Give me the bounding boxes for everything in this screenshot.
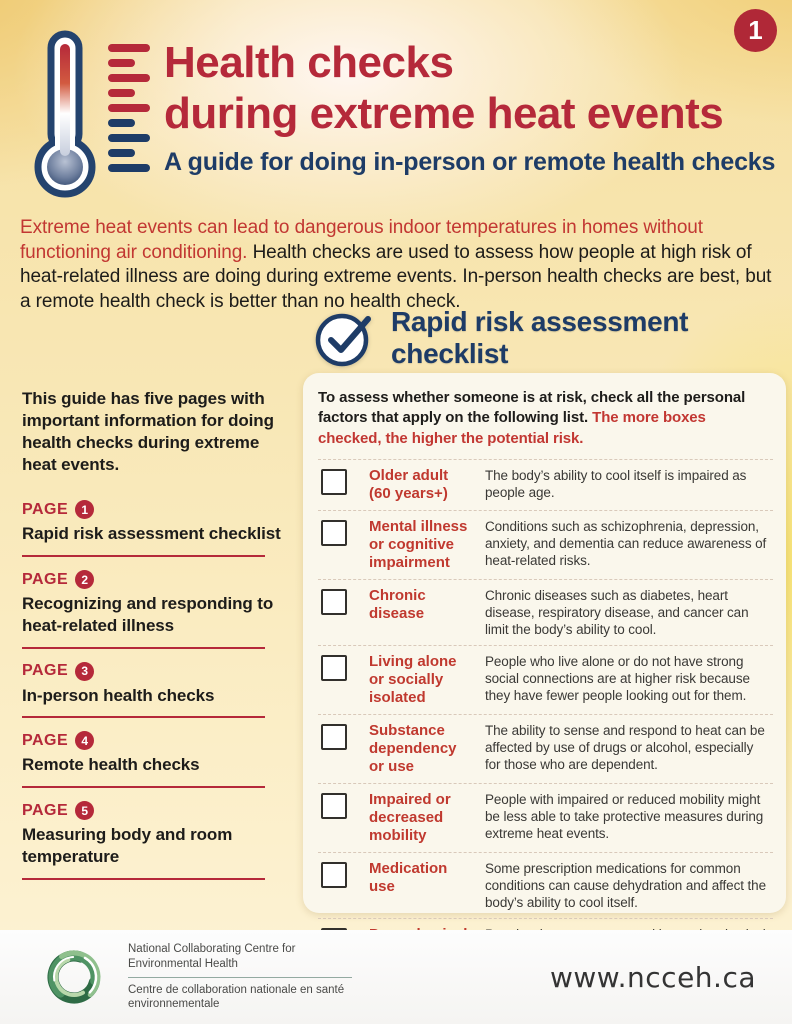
page-num-badge: 2 [75,570,94,589]
checkmark-circle-icon [313,306,377,370]
toc-divider [22,555,265,557]
checkbox[interactable] [321,469,347,495]
intro-rest: Health checks are used to assess how people at high risk of heat-related illness are doing during extreme events. In-person health checks are best, but a remote health check is better than no health check. [20,241,772,313]
page-word: PAGE [22,731,69,749]
section-title: Rapid risk assessment checklist [391,306,689,369]
section-heading [313,306,792,370]
tick-bar [108,134,150,142]
page-num-badge: 5 [75,801,94,820]
toc-title: Measuring body and room temperature [22,825,233,866]
tick-bar [108,74,150,82]
tick-bar [108,119,135,127]
toc-entry-4 [22,731,284,788]
risk-factor-label: Substance dependency or use [369,722,457,776]
page-word: PAGE [22,662,69,680]
checklist-instructions [318,388,773,449]
toc-entry-5 [22,801,284,880]
toc-entry-1 [22,500,284,557]
page-number-badge: 1 [734,9,777,52]
page-word: PAGE [22,570,69,588]
intro-highlight: Extreme heat events can lead to dangerous indoor temperatures in homes without functioning air conditioning. [20,217,703,263]
page-subtitle: A guide for doing in-person or remote health checks [164,148,776,177]
tick-bar [108,89,135,97]
toc-title: Rapid risk assessment checklist [22,524,281,544]
risk-factor-description: People with impaired or reduced mobility might be less able to take protective measures during extreme heat events. [485,792,764,842]
page-word: PAGE [22,801,69,819]
thermometer-icon [24,28,106,200]
instructions-red: The more boxes checked, the higher the potential risk. [318,409,706,447]
risk-factor-label: Chronic disease [369,587,426,623]
risk-factor-description: The body’s ability to cool itself is impaired as people age. [485,468,747,501]
checklist-row [318,579,773,645]
risk-factor-description: Conditions such as schizophrenia, depression, anxiety, and dementia can reduce awareness of heat-related risks. [485,519,767,569]
checkbox[interactable] [321,520,347,546]
sidebar-toc [22,388,284,893]
checkbox[interactable] [321,589,347,615]
toc-title: Remote health checks [22,755,200,775]
org-name-block [128,942,366,1013]
tick-bar [108,149,135,157]
toc-title: In-person health checks [22,685,215,705]
risk-factor-label: Medication use [369,860,448,896]
tick-bar [108,59,135,67]
page-num-badge: 3 [75,662,94,681]
checklist-row [318,645,773,714]
checkbox[interactable] [321,862,347,888]
org-divider [128,977,352,978]
page-word: PAGE [22,500,69,518]
checkbox[interactable] [321,655,347,681]
checkbox[interactable] [321,793,347,819]
risk-factor-description: Chronic diseases such as diabetes, heart disease, respiratory disease, and cancer can limit the body’s ability to cool. [485,588,749,638]
page-num-badge: 4 [75,731,94,750]
header [24,28,775,200]
intro-paragraph [20,216,776,315]
toc-entry-2 [22,570,284,649]
toc-divider [22,878,265,880]
sidebar-intro: This guide has five pages with important information for doing health checks during extreme heat events. [22,389,274,475]
tick-bar [108,164,150,172]
checklist-row [318,510,773,579]
checkbox[interactable] [321,724,347,750]
toc-divider [22,716,265,718]
risk-factor-label: Impaired or decreased mobility [369,791,451,845]
toc-entry-3 [22,662,284,719]
page-title-line1: Health checks [164,38,454,87]
toc-title: Recognizing and responding to heat-related illness [22,594,274,635]
thermometer-scale-ticks [108,44,150,200]
org-name-english: National Collaborating Centre for Environmental Health [128,942,296,970]
website-url[interactable]: www.ncceh.ca [550,960,756,994]
footer [0,930,792,1024]
instructions-black: To assess whether someone is at risk, check all the personal factors that apply on the following list. [318,389,746,427]
risk-factor-description: People who live alone or do not have strong social connections are at higher risk because they have fewer people looking out for them. [485,654,750,704]
tick-bar [108,104,150,112]
toc-divider [22,647,265,649]
ncceh-logo [38,941,110,1013]
risk-factor-description: Some prescription medications for common conditions can cause dehydration and affect the body’s ability to cool itself. [485,861,767,911]
risk-factor-label: Living alone or socially isolated [369,653,457,707]
page-title-line2: during extreme heat events [164,88,724,138]
checklist-row [318,783,773,852]
org-name-french: Centre de collaboration nationale en santé environnementale [128,983,345,1011]
risk-factor-label: Mental illness or cognitive impairment [369,518,468,572]
checklist-row [318,459,773,510]
risk-factor-label: Older adult (60 years+) [369,467,449,503]
checklist-row [318,714,773,783]
checklist-panel [303,373,786,913]
checklist-row [318,852,773,918]
tick-bar [108,44,150,52]
page-num-badge: 1 [75,500,94,519]
checklist-rows [318,459,773,969]
risk-factor-description: The ability to sense and respond to heat can be affected by use of drugs or alcohol, especially for those who are dependent. [485,723,765,773]
toc-divider [22,786,265,788]
